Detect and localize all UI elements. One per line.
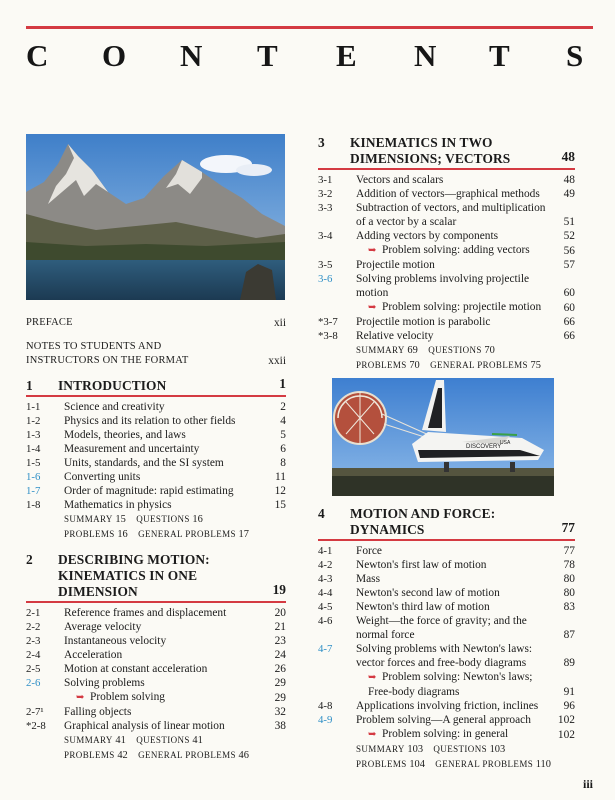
- general-problems-label[interactable]: GENERAL PROBLEMS: [138, 529, 236, 539]
- toc-entry[interactable]: [318, 614, 575, 642]
- section-page: 6: [280, 443, 286, 455]
- general-problems-page: 75: [527, 360, 541, 371]
- front-matter-page: xxii: [268, 355, 286, 367]
- section-number: 3-1: [318, 174, 333, 186]
- section-title: [356, 272, 547, 300]
- questions-label[interactable]: QUESTIONS: [136, 514, 190, 524]
- section-title-text: Problem solving: Newton's laws; Free-body diagrams: [368, 671, 533, 698]
- chapter-heading[interactable]: [26, 552, 286, 600]
- section-page: 80: [563, 587, 575, 599]
- toc-entry[interactable]: [318, 229, 575, 243]
- title-letter: S: [566, 38, 585, 73]
- section-page: 32: [274, 706, 286, 718]
- summary-label[interactable]: SUMMARY: [356, 744, 405, 754]
- toc-entry[interactable]: [318, 329, 575, 343]
- section-number: *2-8: [26, 720, 46, 732]
- section-number: 2-7¹: [26, 706, 44, 718]
- section-number: 3-6: [318, 273, 333, 285]
- problem-solving-arrow-icon: ➥: [368, 302, 377, 313]
- section-title-text: Average velocity: [64, 621, 142, 633]
- section-page: 91: [563, 686, 575, 698]
- front-matter-notes[interactable]: [26, 340, 286, 354]
- questions-label[interactable]: QUESTIONS: [428, 345, 482, 355]
- front-matter-label: INSTRUCTORS ON THE FORMAT: [26, 355, 189, 366]
- section-title-text: Vectors and scalars: [356, 174, 444, 186]
- section-title: [64, 428, 258, 442]
- chapter-title: [350, 506, 575, 538]
- section-title: [64, 634, 258, 648]
- section-number: 4-6: [318, 615, 333, 627]
- section-number: 4-7: [318, 643, 333, 655]
- chapter-heading[interactable]: [318, 506, 575, 538]
- section-number: 1-6: [26, 471, 41, 483]
- section-page: 38: [274, 720, 286, 732]
- section-number: 1-2: [26, 415, 41, 427]
- toc-entry[interactable]: [26, 690, 286, 705]
- chapter-title-line: KINEMATICS IN ONE: [58, 568, 198, 583]
- left-column: [26, 316, 286, 763]
- section-title: [356, 713, 547, 727]
- toc-entry[interactable]: [26, 428, 286, 442]
- problem-solving-arrow-icon: ➥: [76, 692, 85, 703]
- chapter-title-line: KINEMATICS IN TWO: [350, 135, 493, 150]
- section-title: [356, 187, 547, 201]
- section-number: 2-6: [26, 677, 41, 689]
- section-page: 11: [275, 471, 286, 483]
- contents-title: [0, 38, 615, 82]
- summary-line: [356, 343, 575, 358]
- section-page: 60: [563, 287, 575, 299]
- chapter-block: [26, 552, 286, 763]
- section-title: [356, 201, 547, 229]
- chapter-title-line: DIMENSIONS; VECTORS: [350, 151, 511, 166]
- section-number: 1-5: [26, 457, 41, 469]
- chapter-title-line: DYNAMICS: [350, 522, 425, 537]
- toc-entry[interactable]: [26, 676, 286, 690]
- questions-label[interactable]: QUESTIONS: [433, 744, 488, 754]
- title-letter: E: [336, 38, 358, 73]
- section-title-text: Relative velocity: [356, 330, 434, 342]
- title-letter: N: [180, 38, 204, 73]
- section-title: [368, 727, 547, 742]
- title-letter: T: [489, 38, 511, 73]
- section-page: 29: [274, 677, 286, 689]
- mountain-lake-photo: [26, 134, 285, 300]
- toc-entry[interactable]: [318, 670, 575, 699]
- problems-page: 16: [114, 529, 139, 540]
- problems-label[interactable]: PROBLEMS: [64, 529, 115, 539]
- section-title: [368, 243, 547, 258]
- section-title: [356, 600, 547, 614]
- section-title-text: Graphical analysis of linear motion: [64, 720, 225, 732]
- section-number: 2-2: [26, 621, 41, 633]
- front-matter-page: xii: [273, 317, 286, 329]
- section-title-text: Problem solving—A general approach: [356, 714, 531, 726]
- section-number: 1-4: [26, 443, 41, 455]
- general-problems-page: 110: [533, 759, 551, 770]
- front-matter-notes-2[interactable]: [26, 354, 286, 368]
- summary-line: [356, 742, 575, 757]
- toc-entry[interactable]: [318, 243, 575, 258]
- summary-line: [356, 757, 575, 772]
- questions-page: 16: [189, 514, 203, 525]
- toc-entry[interactable]: [318, 699, 575, 713]
- section-number: 1-3: [26, 429, 41, 441]
- section-title-text: Force: [356, 545, 382, 557]
- toc-entry[interactable]: [26, 620, 286, 634]
- chapter-number: 4: [318, 506, 325, 521]
- toc-entry[interactable]: [26, 498, 286, 512]
- summary-page: 103: [404, 744, 434, 755]
- section-title-text: Problem solving: [90, 691, 165, 703]
- section-page: 83: [563, 601, 575, 613]
- summary-page: 41: [112, 735, 137, 746]
- toc-entry[interactable]: [26, 662, 286, 676]
- section-title: [356, 586, 547, 600]
- toc-entry[interactable]: [318, 173, 575, 187]
- questions-page: 70: [481, 345, 495, 356]
- section-title-text: Mass: [356, 573, 381, 585]
- section-page: 49: [563, 188, 575, 200]
- section-number: 2-1: [26, 607, 41, 619]
- shuttle-name-text: DISCOVERY: [466, 444, 502, 450]
- section-title: [356, 642, 547, 670]
- right-column-top: [318, 135, 575, 373]
- section-title: [356, 229, 547, 243]
- toc-entry[interactable]: [26, 470, 286, 484]
- section-title-text: Applications involving friction, inclines: [356, 700, 539, 712]
- toc-entry[interactable]: [318, 713, 575, 727]
- summary-page: 15: [112, 514, 137, 525]
- section-number: 2-3: [26, 635, 41, 647]
- toc-entry[interactable]: [318, 300, 575, 315]
- section-number: *3-8: [318, 330, 338, 342]
- summary-line: [64, 748, 286, 763]
- problems-label[interactable]: PROBLEMS: [64, 750, 115, 760]
- section-page: 29: [274, 692, 286, 704]
- section-title-text: Projectile motion: [356, 259, 435, 271]
- toc-entry[interactable]: [26, 606, 286, 620]
- section-title: [356, 173, 547, 187]
- section-page: 57: [563, 259, 575, 271]
- chapter-page: 19: [272, 582, 286, 597]
- section-page: 20: [274, 607, 286, 619]
- section-number: 1-1: [26, 401, 41, 413]
- chapter-rule: [318, 539, 575, 541]
- section-title-text: Motion at constant acceleration: [64, 663, 208, 675]
- section-title-text: Measurement and uncertainty: [64, 443, 200, 455]
- summary-label[interactable]: SUMMARY: [64, 735, 113, 745]
- problem-solving-arrow-icon: ➥: [368, 245, 377, 256]
- general-problems-label[interactable]: GENERAL PROBLEMS: [138, 750, 236, 760]
- toc-entry[interactable]: [318, 558, 575, 572]
- toc-entry[interactable]: [26, 456, 286, 470]
- section-number: 3-2: [318, 188, 333, 200]
- section-title-text: Addition of vectors—graphical methods: [356, 188, 540, 200]
- section-title-text: Problem solving: projectile motion: [382, 301, 542, 313]
- section-number: 3-5: [318, 259, 333, 271]
- toc-entry[interactable]: [318, 258, 575, 272]
- toc-entry[interactable]: [318, 600, 575, 614]
- section-title: [64, 676, 258, 690]
- chapter-heading[interactable]: [318, 135, 575, 167]
- section-title-text: Converting units: [64, 471, 141, 483]
- chapter-page: 1: [279, 376, 286, 391]
- section-number: 1-7: [26, 485, 41, 497]
- section-page: 56: [563, 245, 575, 257]
- problem-solving-arrow-icon: ➥: [368, 729, 377, 740]
- chapter-title: [350, 135, 575, 167]
- section-title-text: Problem solving: in general: [382, 728, 509, 740]
- section-title-text: Order of magnitude: rapid estimating: [64, 485, 234, 497]
- section-page: 24: [274, 649, 286, 661]
- section-page: 87: [563, 629, 575, 641]
- section-title-text: Physics and its relation to other fields: [64, 415, 236, 427]
- chapter-block: [318, 135, 575, 373]
- title-letter: T: [257, 38, 279, 73]
- toc-entry[interactable]: [26, 414, 286, 428]
- section-title: [356, 699, 547, 713]
- section-number: 4-2: [318, 559, 333, 571]
- section-page: 78: [563, 559, 575, 571]
- section-page: 12: [274, 485, 286, 497]
- toc-entry[interactable]: [26, 634, 286, 648]
- section-title: [356, 572, 547, 586]
- summary-line: [356, 358, 575, 373]
- page-number: iii: [582, 777, 593, 791]
- section-title-text: Projectile motion is parabolic: [356, 316, 491, 328]
- section-page: 66: [563, 330, 575, 342]
- section-title-text: Acceleration: [64, 649, 123, 661]
- toc-entry[interactable]: [318, 201, 575, 229]
- section-number: 2-5: [26, 663, 41, 675]
- chapter-rule: [26, 395, 286, 397]
- section-title-text: Reference frames and displacement: [64, 607, 227, 619]
- section-title-text: Newton's third law of motion: [356, 601, 490, 613]
- problems-page: 104: [406, 759, 436, 770]
- section-page: 60: [563, 302, 575, 314]
- section-title: [64, 648, 258, 662]
- section-title: [356, 315, 547, 329]
- summary-line: [64, 512, 286, 527]
- toc-entry[interactable]: [318, 586, 575, 600]
- summary-line: [64, 527, 286, 542]
- front-matter-label: NOTES TO STUDENTS AND: [26, 341, 162, 352]
- front-matter-preface[interactable]: [26, 316, 286, 330]
- toc-entry[interactable]: [26, 705, 286, 719]
- section-title: [64, 606, 258, 620]
- section-page: 48: [563, 174, 575, 186]
- toc-entry[interactable]: [318, 727, 575, 742]
- section-title-text: Problem solving: adding vectors: [382, 244, 530, 256]
- general-problems-page: 17: [235, 529, 249, 540]
- questions-page: 103: [487, 744, 506, 755]
- section-title-text: Instantaneous velocity: [64, 635, 167, 647]
- section-title: [64, 470, 258, 484]
- section-page: 26: [274, 663, 286, 675]
- chapter-number: 1: [26, 378, 33, 393]
- section-title-text: Subtraction of vectors, and multiplication of a vector by a scalar: [356, 202, 546, 228]
- section-number: 4-5: [318, 601, 333, 613]
- chapter-heading[interactable]: [26, 378, 286, 394]
- section-title-text: Solving problems with Newton's laws: vector forces and free-body diagrams: [356, 643, 533, 669]
- section-page: 89: [563, 657, 575, 669]
- section-number: 4-4: [318, 587, 333, 599]
- section-title: [356, 329, 547, 343]
- section-title-text: Falling objects: [64, 706, 132, 718]
- toc-entry[interactable]: [318, 272, 575, 300]
- section-title: [64, 705, 258, 719]
- front-matter-label: PREFACE: [26, 317, 73, 328]
- section-title: [64, 484, 258, 498]
- section-title-text: Models, theories, and laws: [64, 429, 186, 441]
- chapter-title-line: INTRODUCTION: [58, 378, 167, 393]
- chapter-title: [58, 552, 286, 600]
- section-title-text: Newton's first law of motion: [356, 559, 487, 571]
- section-title: [356, 544, 547, 558]
- section-title-text: Newton's second law of motion: [356, 587, 500, 599]
- chapter-title-line: MOTION AND FORCE:: [350, 506, 496, 521]
- section-number: 4-3: [318, 573, 333, 585]
- summary-label[interactable]: SUMMARY: [64, 514, 113, 524]
- toc-entry[interactable]: [318, 642, 575, 670]
- chapter-title: [58, 378, 286, 394]
- section-title-text: Mathematics in physics: [64, 499, 172, 511]
- title-letter: O: [102, 38, 128, 73]
- chapter-rule: [318, 168, 575, 170]
- section-number: *3-7: [318, 316, 338, 328]
- section-page: 23: [274, 635, 286, 647]
- shuttle-country-text: USA: [500, 440, 511, 446]
- chapter-number: 3: [318, 135, 325, 150]
- problems-label[interactable]: PROBLEMS: [356, 759, 407, 769]
- section-title-text: Solving problems involving projectile motion: [356, 273, 530, 299]
- summary-label[interactable]: SUMMARY: [356, 345, 405, 355]
- section-title-text: Weight—the force of gravity; and the normal force: [356, 615, 527, 641]
- section-title-text: Science and creativity: [64, 401, 165, 413]
- section-number: 3-4: [318, 230, 333, 242]
- chapter-page: 48: [561, 149, 575, 164]
- section-title: [64, 400, 258, 414]
- section-title: [356, 614, 547, 642]
- section-title: [356, 258, 547, 272]
- section-title: [64, 719, 258, 733]
- general-problems-page: 46: [235, 750, 249, 761]
- general-problems-label[interactable]: GENERAL PROBLEMS: [435, 759, 534, 769]
- chapter-number: 2: [26, 552, 33, 567]
- toc-entry[interactable]: [26, 442, 286, 456]
- problems-label[interactable]: PROBLEMS: [356, 360, 407, 370]
- section-number: 4-8: [318, 700, 333, 712]
- section-title-text: Units, standards, and the SI system: [64, 457, 224, 469]
- section-title: [64, 442, 258, 456]
- section-page: 15: [274, 499, 286, 511]
- chapter-title-line: DIMENSION: [58, 584, 138, 599]
- questions-page: 41: [189, 735, 203, 746]
- toc-entry[interactable]: [26, 484, 286, 498]
- section-title: [368, 670, 547, 699]
- problems-page: 70: [406, 360, 431, 371]
- section-page: 51: [563, 216, 575, 228]
- toc-entry[interactable]: [26, 719, 286, 733]
- section-title: [64, 662, 258, 676]
- summary-page: 69: [404, 345, 429, 356]
- section-title-text: Adding vectors by components: [356, 230, 499, 242]
- section-page: 8: [280, 457, 286, 469]
- toc-entry[interactable]: [318, 572, 575, 586]
- section-title: [64, 620, 258, 634]
- section-page: 5: [280, 429, 286, 441]
- section-page: 21: [274, 621, 286, 633]
- title-letter: C: [26, 38, 50, 73]
- chapter-title-line: DESCRIBING MOTION:: [58, 552, 210, 567]
- toc-entry[interactable]: [318, 187, 575, 201]
- section-title: [64, 414, 258, 428]
- general-problems-label[interactable]: GENERAL PROBLEMS: [430, 360, 528, 370]
- chapter-block: [318, 506, 575, 772]
- toc-entry[interactable]: [318, 544, 575, 558]
- section-title: [368, 300, 547, 315]
- section-page: 52: [563, 230, 575, 242]
- section-number: 4-1: [318, 545, 333, 557]
- title-letter: N: [414, 38, 438, 73]
- top-rule: [26, 26, 593, 29]
- section-page: 102: [557, 729, 575, 741]
- problems-page: 42: [114, 750, 139, 761]
- section-title: [64, 498, 258, 512]
- questions-label[interactable]: QUESTIONS: [136, 735, 190, 745]
- section-page: 77: [563, 545, 575, 557]
- section-page: 2: [280, 401, 286, 413]
- chapter-rule: [26, 601, 286, 603]
- chapter-page: 77: [561, 520, 575, 535]
- problem-solving-arrow-icon: ➥: [368, 672, 377, 683]
- section-title: [64, 456, 258, 470]
- toc-entry[interactable]: [26, 400, 286, 414]
- section-title: [356, 558, 547, 572]
- right-column-bottom: [318, 506, 575, 772]
- chapter-block: [26, 378, 286, 542]
- section-page: 102: [557, 714, 575, 726]
- section-page: 96: [563, 700, 575, 712]
- toc-entry[interactable]: [318, 315, 575, 329]
- section-number: 4-9: [318, 714, 333, 726]
- toc-entry[interactable]: [26, 648, 286, 662]
- section-title-text: Solving problems: [64, 677, 145, 689]
- section-page: 4: [280, 415, 286, 427]
- section-number: 3-3: [318, 202, 333, 214]
- section-title: [76, 690, 258, 705]
- section-number: 1-8: [26, 499, 41, 511]
- section-page: 66: [563, 316, 575, 328]
- summary-line: [64, 733, 286, 748]
- section-number: 2-4: [26, 649, 41, 661]
- section-page: 80: [563, 573, 575, 585]
- space-shuttle-photo: [332, 378, 554, 496]
